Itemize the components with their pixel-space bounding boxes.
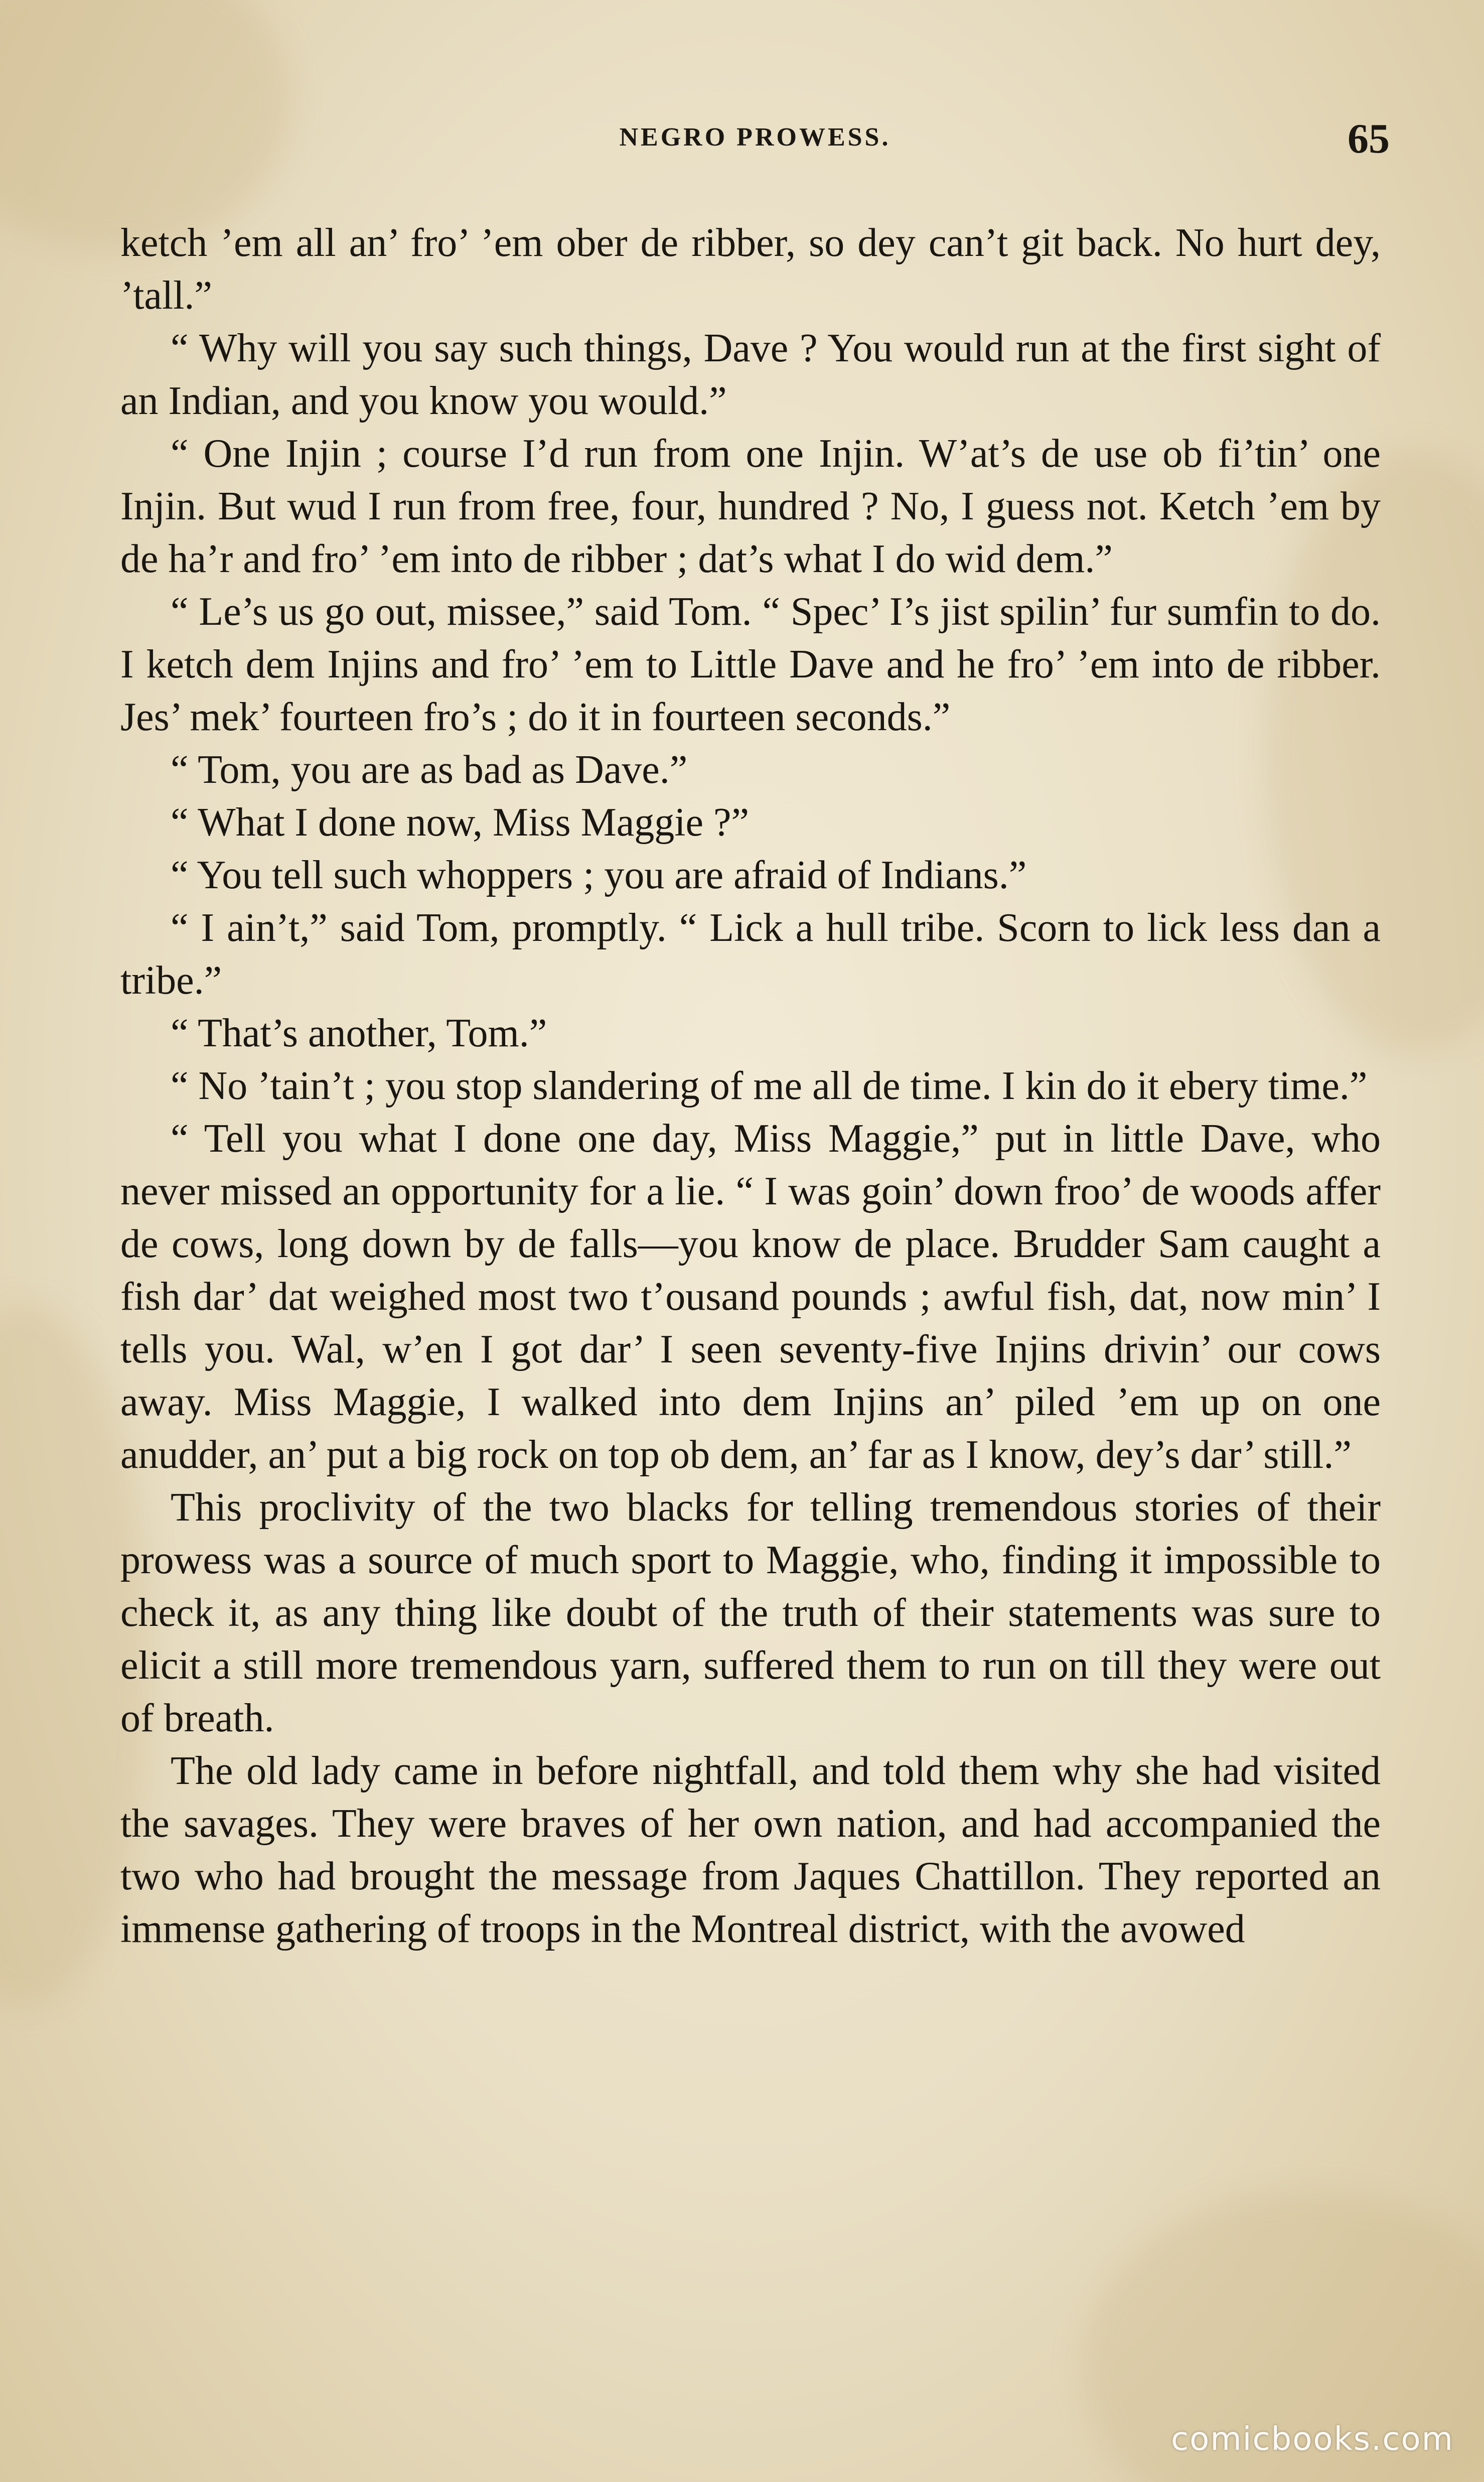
paragraph: “ You tell such whoppers ; you are afraid of Indians.”: [171, 853, 1027, 897]
paragraph: “ What I done now, Miss Maggie ?”: [171, 800, 750, 845]
running-head: NEGRO PROWESS.: [619, 123, 891, 152]
body-text: [120, 217, 1381, 1956]
paragraph: ketch ’em all an’ fro’ ’em ober de ribber, so dey can’t git back. No hurt dey, ’tall.”: [120, 221, 1381, 318]
page-number: 65: [1348, 115, 1390, 162]
paragraph: “ Why will you say such things, Dave ? You would run at the first sight of an Indian, and you know you would.”: [120, 326, 1381, 423]
paragraph: The old lady came in before nightfall, and told them why she had visited the savages. They were braves of her own nation, and had accompanied the two who had brought the message from Jaques Chattillon. They reported an immense gathering of troops in the Montreal district, with the avowed: [120, 1749, 1381, 1951]
watermark: comicbooks.com: [1170, 2421, 1454, 2458]
page-header: [120, 114, 1390, 160]
paragraph: “ Le’s us go out, missee,” said Tom. “ Spec’ I’s jist spilin’ fur sumfin to do. I ketch dem Injins and fro’ ’em to Little Dave and he fro’ ’em into de ribber. Jes’ mek’ fourteen fro’s ; do it in fourteen seconds.”: [120, 590, 1381, 739]
paragraph: “ Tom, you are as bad as Dave.”: [171, 748, 688, 792]
paragraph: “ No ’tain’t ; you stop slandering of me all de time. I kin do it ebery time.”: [171, 1064, 1368, 1108]
paragraph: “ One Injin ; course I’d run from one Injin. W’at’s de use ob fi’tin’ one Injin. But wud I run from free, four, hundred ? No, I guess not. Ketch ’em by de ha’r and fro’ ’em into de ribber ; dat’s what I do wid dem.”: [120, 432, 1381, 581]
paragraph: This proclivity of the two blacks for telling tremendous stories of their prowess was a source of much sport to Maggie, who, finding it impossible to check it, as any thing like doubt of the truth of their statements was sure to elicit a still more tremendous yarn, suffered them to run on till they were out of breath.: [120, 1485, 1381, 1740]
paragraph: “ That’s another, Tom.”: [171, 1011, 547, 1055]
paragraph: “ Tell you what I done one day, Miss Maggie,” put in little Dave, who never missed an opportunity for a lie. “ I was goin’ down froo’ de woods affer de cows, long down by de falls—you know de place. Brudder Sam caught a fish dar’ dat weighed most two t’ousand pounds ; awful fish, dat, now min’ I tells you. Wal, w’en I got dar’ I seen seventy-five Injins drivin’ our cows away. Miss Maggie, I walked into dem Injins an’ piled ’em up on one anudder, an’ put a big rock on top ob dem, an’ far as I know, dey’s dar’ still.”: [120, 1117, 1381, 1477]
paragraph: “ I ain’t,” said Tom, promptly. “ Lick a hull tribe. Scorn to lick less dan a tribe.”: [120, 906, 1381, 1003]
